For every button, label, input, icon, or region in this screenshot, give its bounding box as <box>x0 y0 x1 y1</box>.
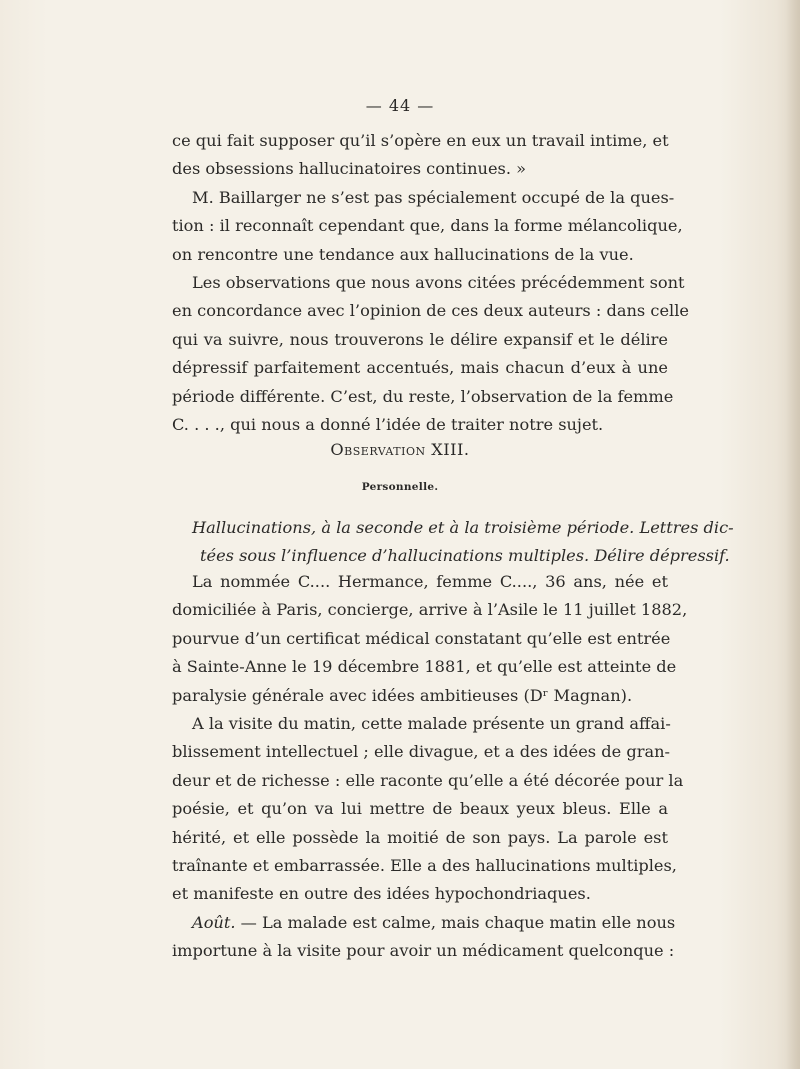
paragraph-case <box>172 568 688 966</box>
text-line: des obsessions hallucinatoires continues. » <box>172 159 527 179</box>
observation-title: Observation XIII. <box>330 440 470 459</box>
text-line: à Sainte-Anne le 19 décembre 1881, et qu’elle est atteinte de <box>172 657 677 677</box>
summary-line: Hallucinations, à la seconde et à la troisième période. Lettres dic- <box>192 518 734 537</box>
text-line: hérité, et elle possède la moitié de son pays. La parole est <box>172 827 668 847</box>
page-number: — 44 — <box>365 96 435 115</box>
text-line: et manifeste en outre des idées hypochondriaques. <box>172 884 591 904</box>
text-line: ce qui fait supposer qu’il s’opère en eux un travail intime, et <box>172 131 669 150</box>
text-fragment: — La malade est calme, mais chaque matin elle nous <box>235 912 676 932</box>
text-line: tion : il reconnaît cependant que, dans la forme mélancolique, <box>172 216 683 236</box>
observation-summary <box>172 514 734 571</box>
text-line: deur et de richesse : elle raconte qu’elle a été décorée pour la <box>172 770 684 790</box>
text-line: La nommée C.... Hermance, femme C...., 36 ans, née et <box>192 572 668 591</box>
text-line <box>172 909 676 937</box>
text-line: Les observations que nous avons citées précédemment sont <box>192 273 685 293</box>
text-line: en concordance avec l’opinion de ces deux auteurs : dans celle <box>172 301 689 321</box>
text-line: blissement intellectuel ; elle divague, et a des idées de gran- <box>172 742 670 762</box>
text-line: poésie, et qu’on va lui mettre de beaux yeux bleus. Elle a <box>172 799 668 819</box>
text-line: C. . . ., qui nous a donné l’idée de traiter notre sujet. <box>172 415 604 435</box>
text-line: on rencontre une tendance aux hallucinations de la vue. <box>172 244 634 264</box>
text-line: dépressif parfaitement accentués, mais chacun d’eux à une <box>172 358 668 378</box>
summary-line: tées sous l’influence d’hallucinations multiples. Délire dépressif. <box>200 546 730 566</box>
text-line: pourvue d’un certificat médical constatant qu’elle est entrée <box>172 628 671 648</box>
text-line: A la visite du matin, cette malade présente un grand affai- <box>192 714 671 734</box>
text-line: domiciliée à Paris, concierge, arrive à l’Asile le 11 juillet 1882, <box>172 600 688 620</box>
text-line: traînante et embarrassée. Elle a des hallucinations multiples, <box>172 856 677 876</box>
text-line: qui va suivre, nous trouverons le délire expansif et le délire <box>172 329 668 349</box>
text-line: période différente. C’est, du reste, l’observation de la femme <box>172 386 674 406</box>
text-line: M. Baillarger ne s’est pas spécialement occupé de la ques- <box>192 187 675 207</box>
paragraph-intro <box>172 127 689 439</box>
text-line: paralysie générale avec idées ambitieuses (Dʳ Magnan). <box>172 685 633 705</box>
page-edge-shadow <box>786 0 800 1069</box>
observation-subtitle: Personnelle. <box>361 481 439 493</box>
date-label: Août. <box>192 912 236 932</box>
text-line: importune à la visite pour avoir un médicament quelconque : <box>172 941 675 961</box>
